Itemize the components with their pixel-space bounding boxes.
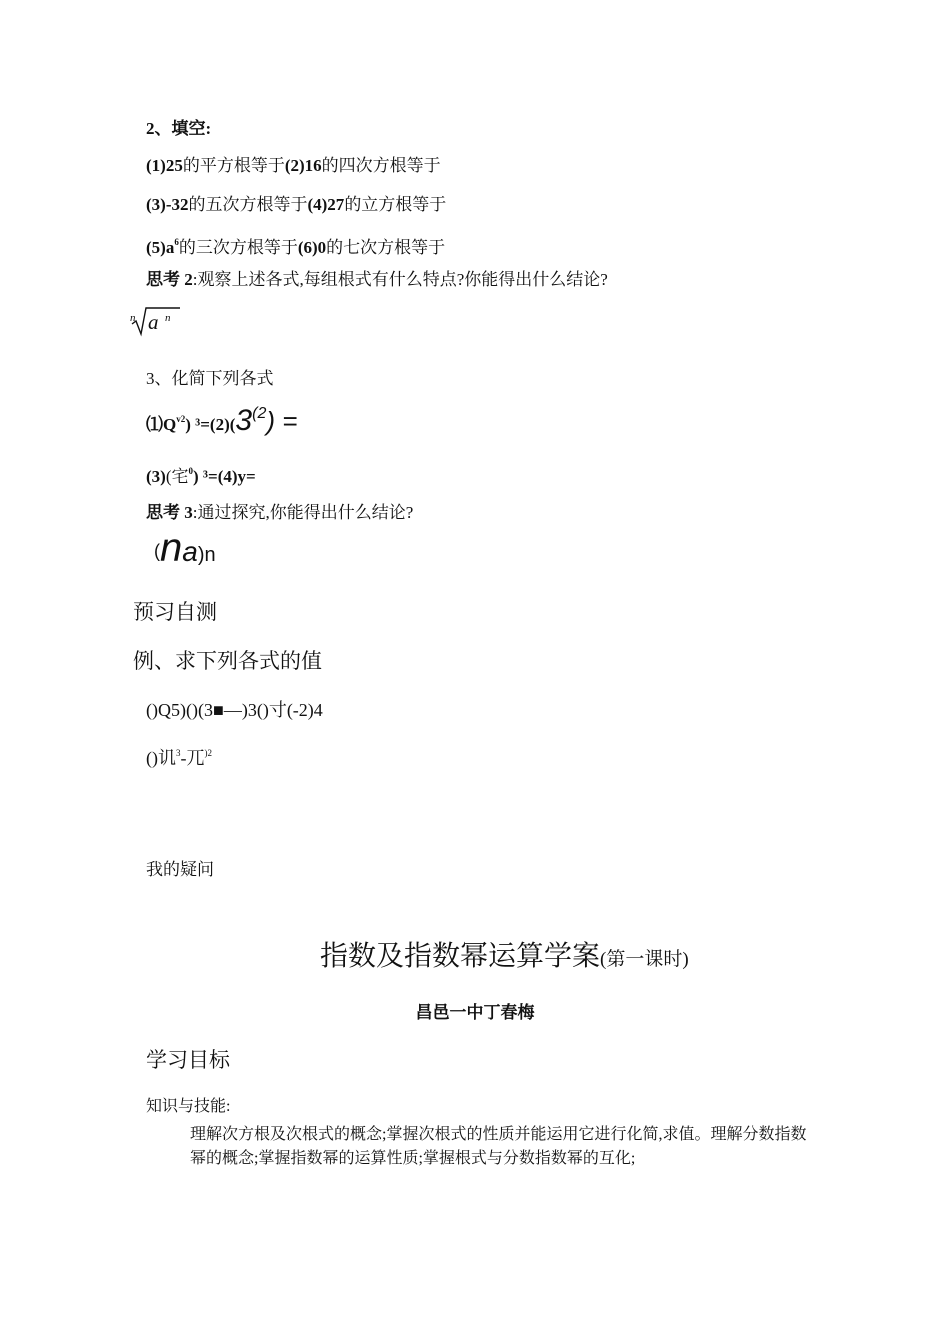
fill-in-line-2 [146,190,446,215]
think-2-text: :观察上述各式,每组根式有什么特点?你能得出什么结论? [192,270,608,289]
preview-2-exponent-2: )2 [204,748,212,758]
radical-expression [130,300,190,340]
expr-a: a [182,536,198,567]
document-title-sub: (第一课时) [600,949,689,970]
think-3 [146,498,413,523]
question-2-text: 的四次方根等于 [321,156,441,175]
simplify-3-end: ) ³=(4)y= [193,467,256,486]
simplify-line-1 [146,404,297,438]
expr-n: n [160,526,183,570]
simplify-3-expr: (宅 [165,467,189,486]
simplify-1-a: ⑴Q [146,415,177,434]
document-title [320,934,689,974]
simplify-line-2 [146,462,256,487]
radical-sign-icon [130,300,190,340]
objectives-paragraph: 理解次方根及次根式的概念;掌握次根式的性质并能运用它进行化简,求值。理解分数指数幂的概念;掌握指数幂的运算性质;掌握根式与分数指数幂的互化; [190,1126,807,1167]
simplify-2-exponent: (2 [252,405,267,422]
document-title-main: 指数及指数幂运算学案 [320,941,601,972]
simplify-2-big-three: 3 [235,404,253,437]
question-3-number: (3)-32 [146,195,189,214]
think-2-label: 思考 2 [146,270,193,289]
preview-line-1: ()Q5)()(3■—)3()寸(-2)4 [146,700,323,720]
objectives-title: 学习目标 [146,1048,230,1072]
preview-2-a: ()讥 [146,748,176,768]
question-5-number: (5)a [146,238,175,257]
radical-index: n [130,312,136,324]
fill-in-line-3 [146,233,445,258]
preview-example: 例、求下列各式的值 [133,649,322,673]
question-5-exponent: 6 [174,237,179,247]
preview-2-exponent-1: 3 [176,748,181,758]
question-2-number: (2)16 [284,156,322,175]
simplify-3-label: (3) [146,467,166,486]
question-1-number: (1)25 [146,156,183,175]
question-4-number: (4)27 [307,195,345,214]
think-3-text: :通过探究,你能得出什么结论? [192,503,414,522]
question-3-text: 的五次方根等于 [188,195,308,214]
simplify-1-b: ) ³=(2)( [185,415,236,434]
expr-open-paren: ( [154,541,160,561]
radical-base: a [148,310,159,334]
preview-line-2 [146,744,212,770]
simplify-2-end: ) = [266,406,298,436]
question-5-text: 的三次方根等于 [178,238,298,257]
fill-in-line-1 [146,151,441,176]
expr-close: )n [197,544,216,566]
fill-in-heading: 2、填空: [146,119,212,138]
preview-title: 预习自测 [133,600,217,624]
question-6-number: (6)0 [297,238,327,257]
question-1-text: 的平方根等于 [182,156,285,175]
simplify-1-exponent: v2 [176,414,186,424]
radical-exponent: n [165,312,171,324]
question-4-text: 的立方根等于 [344,195,447,214]
knowledge-label: 知识与技能: [146,1098,231,1115]
author: 昌邑一中丁春梅 [415,1003,535,1022]
nth-root-expression [154,526,216,570]
simplify-3-exponent: 0 [188,466,193,476]
question-6-text: 的七次方根等于 [326,238,446,257]
think-2 [146,265,608,290]
think-3-label: 思考 3 [146,503,193,522]
simplify-heading: 3、化简下列各式 [146,369,274,388]
my-question: 我的疑问 [146,860,214,879]
preview-2-b: -兀 [180,748,205,768]
